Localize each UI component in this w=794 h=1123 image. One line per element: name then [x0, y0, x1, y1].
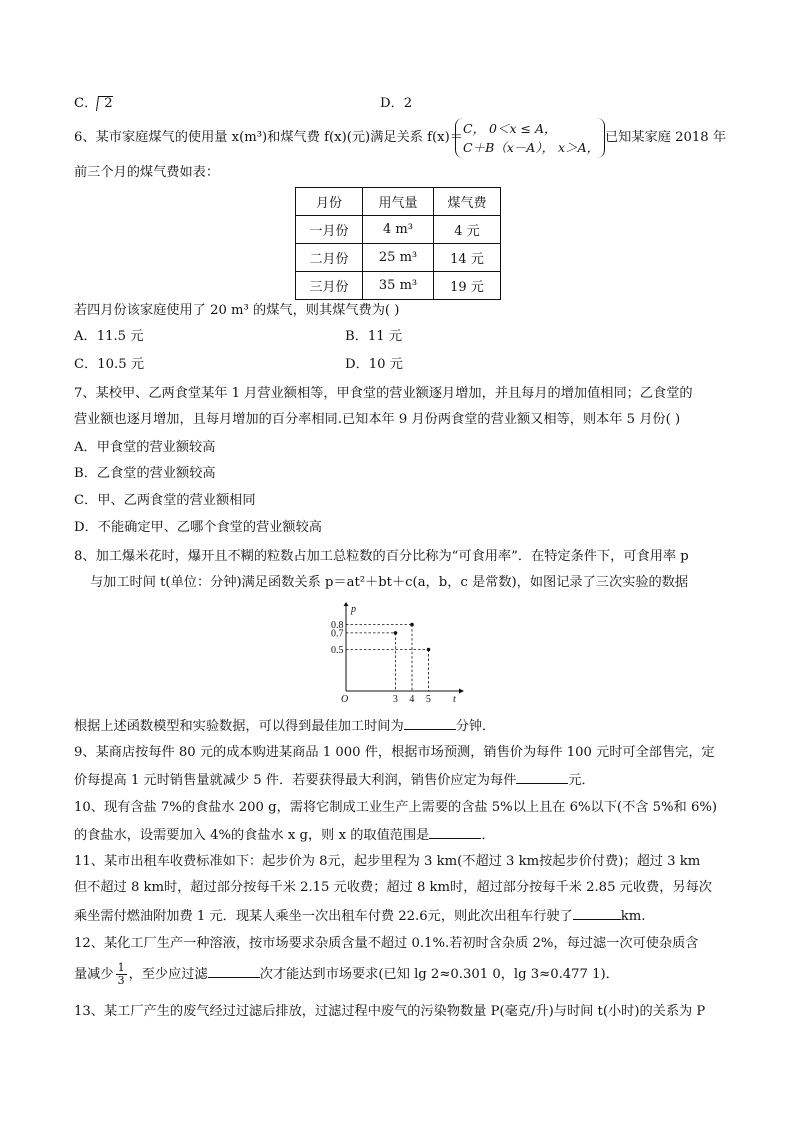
- q13-line1: 13、某工厂产生的废气经过过滤后排放，过滤过程中废气的污染物数量 P(毫克/升)与时间 t(小时)的关系为 P: [74, 1004, 706, 1019]
- table-header: 月份: [296, 188, 363, 216]
- q10-line1: 10、现有含盐 7%的食盐水 200 g，需将它制成工业生产上需要的含盐 5%以上且在 6%以下(不含 5%和 6%): [74, 800, 718, 815]
- brace-right: [596, 118, 605, 158]
- q7-line1: 7、某校甲、乙两食堂某年 1 月营业额相等，甲食堂的营业额逐月增加，并且每月的增加值相同；乙食堂的: [74, 386, 693, 401]
- q11-line3: [74, 905, 645, 927]
- answer-blank: [208, 963, 260, 978]
- q7-line2: 营业额也逐月增加，且每月增加的百分率相同.已知本年 9 月份两食堂的营业额又相等，则本年 5 月份( ): [74, 412, 681, 427]
- piecewise-function: [455, 118, 605, 158]
- q8-line3: [74, 715, 495, 737]
- q12-line2-a: 量减少: [74, 967, 114, 982]
- table-cell: 4 m³: [363, 216, 434, 244]
- q12-line2: [74, 960, 619, 990]
- table-cell: 14 元: [434, 244, 501, 272]
- answer-blank: [573, 905, 621, 920]
- q6-line1-before: 6、某市家庭煤气的使用量 x(m³)和煤气费 f(x)(元)满足关系 f(x)＝: [74, 130, 463, 145]
- q11-line1: 11、某市出租车收费标准如下：起步价为 8元，起步里程为 3 km(不超过 3 km按起步价付费)；超过 3 km: [74, 854, 701, 869]
- y-axis-label: p: [351, 604, 356, 615]
- table-cell: 4 元: [434, 216, 501, 244]
- q12-line2-b: ，至少应过滤: [128, 967, 208, 982]
- q9-line2: [74, 769, 595, 791]
- table-header: 用气量: [363, 188, 434, 216]
- q9-line2-before: 价每提高 1 元时销售量就减少 5 件．若要获得最大利润，销售价应定为每件: [74, 773, 517, 788]
- q7-option-a: A．甲食堂的营业额较高: [74, 440, 216, 455]
- q8-line1: 8、加工爆米花时，爆开且不糊的粒数占加工总粒数的百分比称为“可食用率”．在特定条件下，可食用率 p: [74, 549, 689, 564]
- sqrt-symbol: [97, 94, 112, 114]
- y-tick-label: 0.5: [331, 645, 344, 656]
- q6-option-d: D．10 元: [345, 357, 403, 372]
- piecewise-row-2: C＋B（x－A）， x＞A，: [463, 140, 600, 155]
- y-tick-label: 0.8: [331, 620, 344, 632]
- q6-question: 若四月份该家庭使用了 20 m³ 的煤气，则其煤气费为( ): [74, 303, 400, 318]
- q6-option-b: B．11 元: [345, 329, 403, 344]
- q9-line2-after: 元．: [568, 773, 595, 788]
- q9-line1: 9、某商店按每件 80 元的成本购进某商品 1 000 件，根据市场预测，销售价为每件 100 元时可全部售完，定: [74, 745, 715, 760]
- gas-fee-table: [295, 187, 501, 300]
- y-tick-label: 0.7: [331, 628, 344, 640]
- q10-line2: [74, 824, 495, 846]
- y-axis-arrow: [344, 602, 349, 606]
- q7-option-d: D．不能确定甲、乙哪个食堂的营业额较高: [74, 520, 322, 535]
- x-tick-label: 4: [409, 694, 415, 702]
- x-axis-label: t: [453, 694, 456, 702]
- fraction-numerator: 1: [117, 961, 125, 974]
- q6-option-c: C．10.5 元: [74, 357, 145, 372]
- origin-label: O: [341, 694, 349, 702]
- piecewise-row-1: C， 0＜x ≤ A，: [463, 121, 557, 136]
- q5-option-c: [74, 94, 113, 114]
- fraction-one-third: [116, 962, 127, 987]
- q8-function-graph: [326, 602, 464, 702]
- q6-line2: 前三个月的煤气费如表：: [74, 165, 220, 180]
- answer-blank: [516, 769, 568, 784]
- table-row: [296, 272, 501, 300]
- q7-option-c: C．甲、乙两食堂的营业额相同: [74, 493, 256, 508]
- data-point: [410, 623, 414, 627]
- sqrt-radicand: 2: [104, 96, 113, 111]
- table-cell: 三月份: [296, 272, 363, 300]
- table-header: 煤气费: [434, 188, 501, 216]
- table-row: [296, 216, 501, 244]
- table-cell: 35 m³: [363, 272, 434, 300]
- q5-option-c-label: C．: [74, 96, 98, 111]
- q8-line2: 与加工时间 t(单位：分钟)满足函数关系 p＝at²＋bt＋c(a，b，c 是常数)，如图记录了三次实验的数据: [90, 575, 689, 590]
- q11-line2: 但不超过 8 km时，超过部分按每千米 2.15 元收费；超过 8 km时，超过部分按每千米 2.85 元收费，另每次: [74, 880, 712, 895]
- table-cell: 25 m³: [363, 244, 434, 272]
- table-row: [296, 244, 501, 272]
- fraction-denominator: 3: [117, 974, 125, 987]
- q12-line2-c: 次才能达到市场要求(已知 lg 2≈0.301 0，lg 3≈0.477 1)．: [259, 967, 619, 982]
- q6-line1-after: 已知某家庭 2018 年: [605, 130, 727, 145]
- table-header-row: [296, 188, 501, 216]
- answer-blank: [429, 824, 481, 839]
- q6-option-a: A．11.5 元: [74, 329, 144, 344]
- q8-line3-before: 根据上述函数模型和实验数据，可以得到最佳加工时间为: [74, 719, 404, 734]
- x-tick-label: 3: [392, 694, 398, 702]
- x-axis-arrow: [459, 689, 464, 694]
- q11-line3-after: km.: [620, 909, 646, 924]
- q8-line3-after: 分钟．: [455, 719, 496, 734]
- table-cell: 一月份: [296, 216, 363, 244]
- q12-line1: 12、某化工厂生产一种溶液，按市场要求杂质含量不超过 0.1%.若初时含杂质 2%，每过滤一次可使杂质含: [74, 936, 699, 951]
- q10-line2-before: 的食盐水，设需要加入 4%的食盐水 x g，则 x 的取值范围是: [74, 828, 430, 843]
- q7-option-b: B．乙食堂的营业额较高: [74, 466, 216, 481]
- q11-line3-before: 乘坐需付燃油附加费 1 元．现某人乘坐一次出租车付费 22.6元，则此次出租车行驶了: [74, 909, 573, 924]
- data-point: [427, 648, 431, 652]
- q5-option-d: D．2: [380, 96, 413, 111]
- data-point: [394, 631, 398, 635]
- answer-blank: [404, 715, 456, 730]
- q10-line2-after: ．: [481, 828, 495, 843]
- x-tick-label: 5: [425, 694, 431, 702]
- table-cell: 19 元: [434, 272, 501, 300]
- table-cell: 二月份: [296, 244, 363, 272]
